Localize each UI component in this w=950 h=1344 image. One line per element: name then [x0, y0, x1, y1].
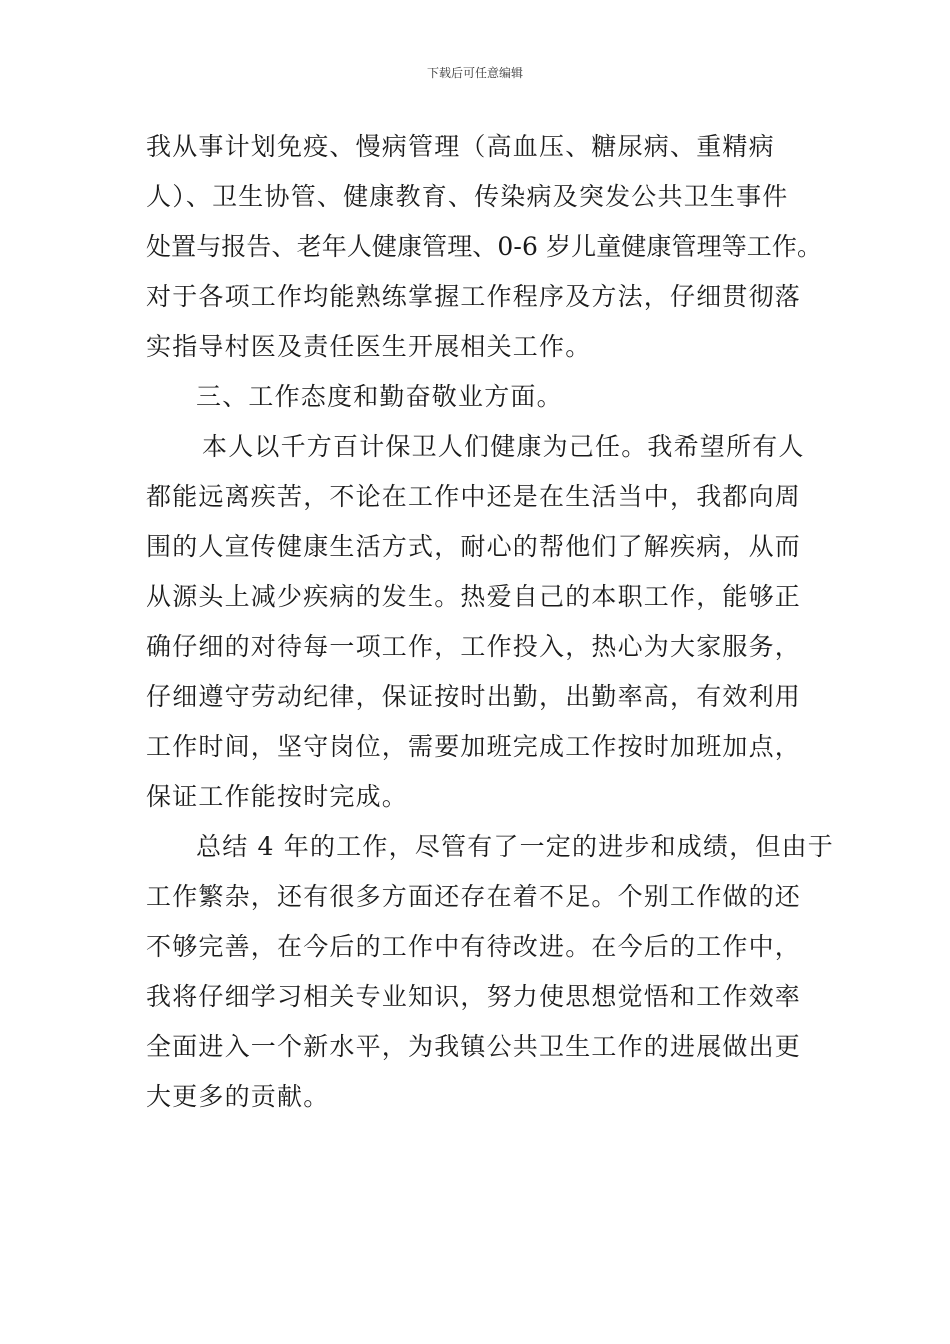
- text-line: 不够完善，在今后的工作中有待改进。在今后的工作中，: [146, 932, 802, 961]
- text-line: 本人以千方百计保卫人们健康为己任。我希望所有人: [202, 432, 805, 461]
- text-line: 全面进入一个新水平，为我镇公共卫生工作的进展做出更: [146, 1032, 802, 1061]
- text-line: 围的人宣传健康生活方式，耐心的帮他们了解疾病，从而: [146, 532, 802, 561]
- text-line: 大更多的贡献。: [146, 1082, 330, 1111]
- text-line: 人）、卫生协管、健康教育、传染病及突发公共卫生事件: [146, 182, 789, 211]
- section-heading: 三、工作态度和勤奋敬业方面。: [196, 382, 563, 411]
- text-line: 总结 4 年的工作，尽管有了一定的进步和成绩，但由于: [196, 832, 835, 861]
- text-line: 我从事计划免疫、慢病管理（高血压、糖尿病、重精病: [146, 132, 775, 161]
- text-line: 工作时间，坚守岗位，需要加班完成工作按时加班加点，: [146, 732, 802, 761]
- page-header: 下载后可任意编辑: [426, 66, 523, 80]
- text-line: 对于各项工作均能熟练掌握工作程序及方法，仔细贯彻落: [146, 282, 802, 311]
- text-line: 保证工作能按时完成。: [146, 782, 409, 811]
- text-line: 仔细遵守劳动纪律，保证按时出勤，出勤率高，有效利用: [146, 682, 802, 711]
- document-body: [146, 122, 835, 1122]
- text-line: 确仔细的对待每一项工作，工作投入，热心为大家服务，: [146, 632, 802, 661]
- text-line: 从源头上减少疾病的发生。热爱自己的本职工作，能够正: [146, 582, 802, 611]
- text-line: 我将仔细学习相关专业知识，努力使思想觉悟和工作效率: [146, 982, 802, 1011]
- text-line: 都能远离疾苦，不论在工作中还是在生活当中，我都向周: [146, 482, 802, 511]
- text-line: 处置与报告、老年人健康管理、0-6 岁儿童健康管理等工作。: [146, 232, 823, 261]
- text-line: 实指导村医及责任医生开展相关工作。: [146, 332, 592, 361]
- text-line: 工作繁杂，还有很多方面还存在着不足。个别工作做的还: [146, 882, 802, 911]
